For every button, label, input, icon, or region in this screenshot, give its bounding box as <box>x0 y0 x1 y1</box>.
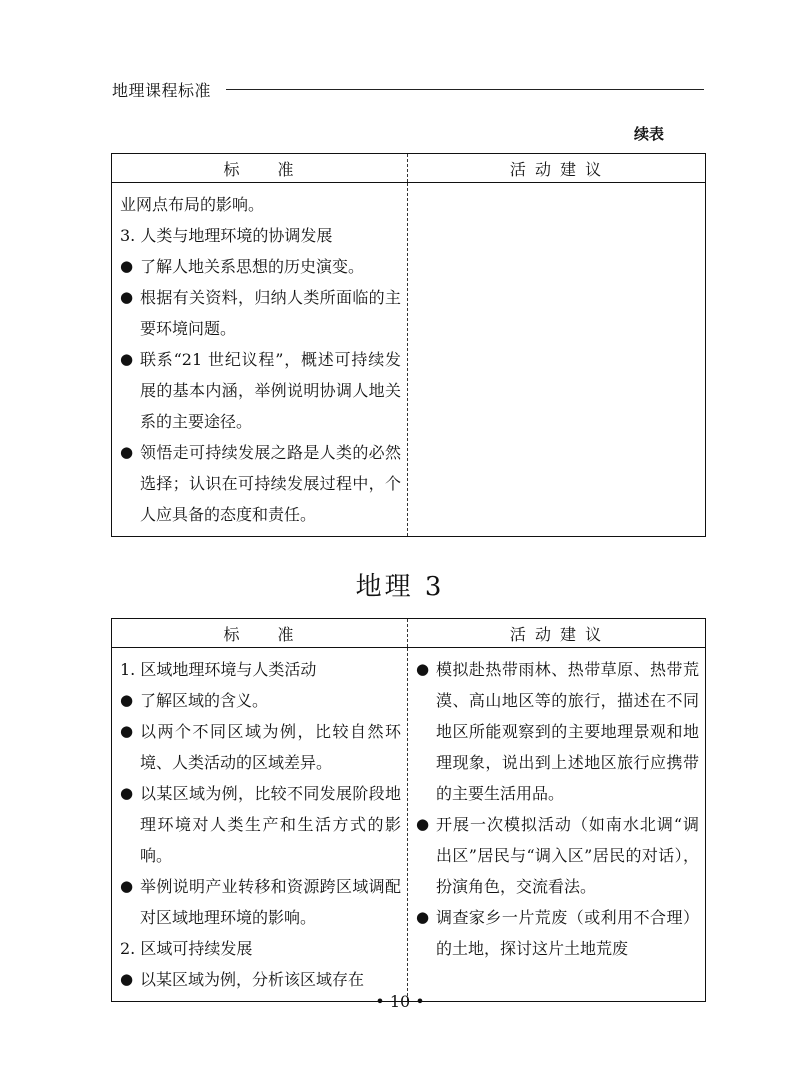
standard-bullet-item <box>120 437 401 530</box>
standard-text: 业网点布局的影响。 <box>120 195 265 214</box>
standard-bullet-text: 了解人地关系思想的历史演变。 <box>140 257 365 276</box>
bullet-icon: ● <box>120 722 134 740</box>
continued-label: 续表 <box>633 125 664 143</box>
column-header-standard: 标 准 <box>112 154 408 183</box>
activity-bullet-text: 模拟赴热带雨林、热带草原、热带荒漠、高山地区等的旅行，描述在不同地区所能观察到的主要地理景观和地理现象，说出到上述地区旅行应携带的主要生活用品。 <box>436 660 699 803</box>
geography3-standards-table <box>111 618 706 1002</box>
table-header-row <box>112 619 706 648</box>
activity-bullet-text: 开展一次模拟活动（如南水北调“调出区”居民与“调入区”居民的对话），扮演角色，交流看法。 <box>436 815 699 896</box>
activity-bullet-item <box>416 654 699 809</box>
continued-standards-table <box>111 153 706 537</box>
standard-bullet-item <box>120 282 401 344</box>
table-row <box>112 648 706 1002</box>
column-header-activity: 活 动 建 议 <box>408 619 706 648</box>
page-number: • 10 • <box>375 992 425 1011</box>
activity-bullet-item <box>416 809 699 902</box>
bullet-icon: ● <box>120 784 134 802</box>
bullet-icon: ● <box>416 908 430 926</box>
activity-cell <box>408 183 706 537</box>
activity-bullet-text: 调查家乡一片荒废（或利用不合理）的土地，探讨这片土地荒废 <box>436 908 699 958</box>
running-header-title: 地理课程标准 <box>112 81 212 100</box>
bullet-icon: ● <box>120 691 134 709</box>
bullet-icon: ● <box>120 350 134 368</box>
activity-cell <box>408 648 706 1002</box>
standard-bullet-text: 联系“21 世纪议程”，概述可持续发展的基本内涵，举例说明协调人地关系的主要途径。 <box>140 350 401 431</box>
standard-bullet-item <box>120 964 401 995</box>
standard-bullet-item <box>120 251 401 282</box>
standard-bullet-text: 以某区域为例，分析该区域存在 <box>140 970 365 989</box>
standard-bullet-item <box>120 344 401 437</box>
standard-bullet-text: 以两个不同区域为例，比较自然环境、人类活动的区域差异。 <box>140 722 401 772</box>
standard-heading: 2. 区域可持续发展 <box>120 939 253 958</box>
bullet-icon: ● <box>120 288 134 306</box>
standard-cell <box>112 183 408 537</box>
column-header-activity: 活 动 建 议 <box>408 154 706 183</box>
standard-bullet-text: 举例说明产业转移和资源跨区域调配对区域地理环境的影响。 <box>140 877 401 927</box>
standard-bullet-text: 以某区域为例，比较不同发展阶段地理环境对人类生产和生活方式的影响。 <box>140 784 401 865</box>
standard-bullet-item <box>120 778 401 871</box>
table-header-row <box>112 154 706 183</box>
activity-bullet-item <box>416 902 699 964</box>
standard-cell <box>112 648 408 1002</box>
standard-bullet-item <box>120 871 401 933</box>
bullet-icon: ● <box>120 443 134 461</box>
bullet-icon: ● <box>120 970 134 988</box>
bullet-icon: ● <box>120 877 134 895</box>
standard-bullet-item <box>120 685 401 716</box>
standard-bullet-text: 根据有关资料，归纳人类所面临的主要环境问题。 <box>140 288 401 338</box>
standard-bullet-text: 领悟走可持续发展之路是人类的必然选择；认识在可持续发展过程中，个人应具备的态度和责任。 <box>140 443 401 524</box>
bullet-icon: ● <box>416 660 430 678</box>
standard-bullet-item <box>120 716 401 778</box>
bullet-icon: ● <box>120 257 134 275</box>
section-title: 地理 3 <box>355 572 445 602</box>
standard-heading: 1. 区域地理环境与人类活动 <box>120 660 317 679</box>
header-rule <box>226 89 704 90</box>
column-header-standard: 标 准 <box>112 619 408 648</box>
bullet-icon: ● <box>416 815 430 833</box>
standard-bullet-text: 了解区域的含义。 <box>140 691 269 710</box>
standard-heading: 3. 人类与地理环境的协调发展 <box>120 226 333 245</box>
table-row <box>112 183 706 537</box>
